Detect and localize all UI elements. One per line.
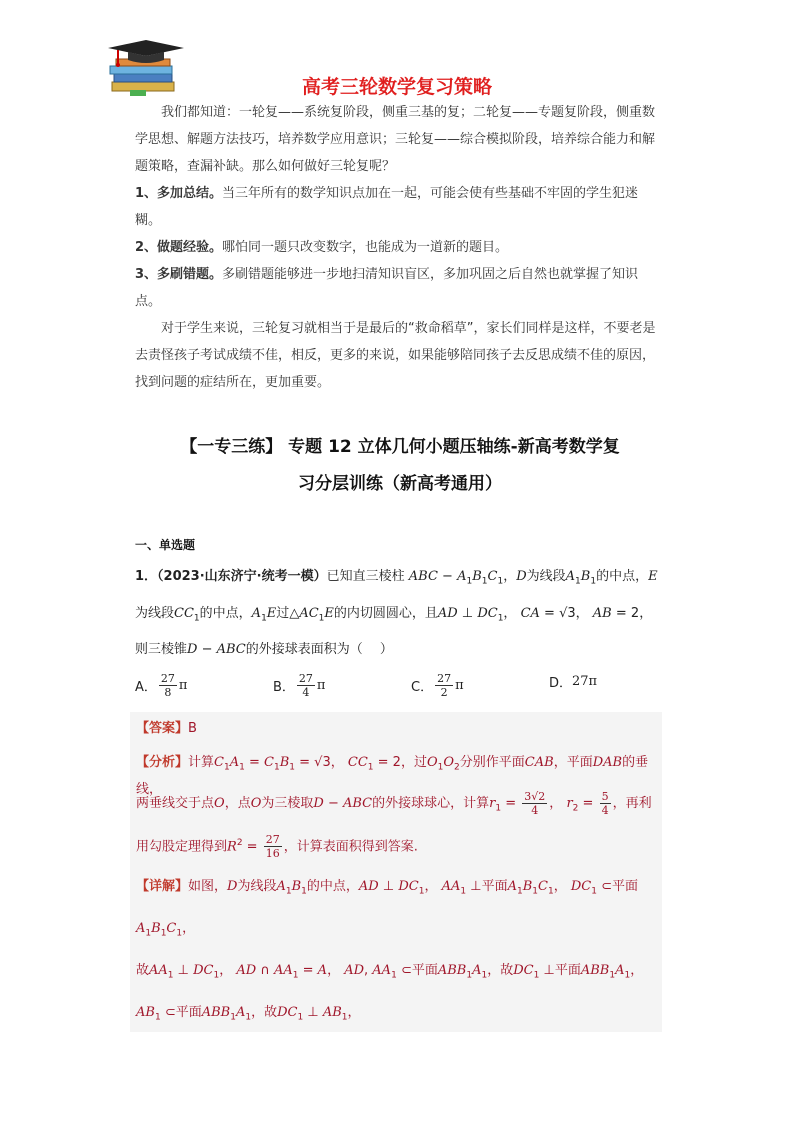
document-title	[120, 429, 680, 503]
tip-3: 3、多刷错题。多刷错题能够进一步地扫清知识盲区，多加巩固之后自然也就掌握了知识点。	[135, 267, 639, 309]
detail-line-3: 故$AA_1$ ⊥ $DC_1$， AD ∩ $AA_1 = A$， AD, $AA_1$ ⊂平面$ABB_1A_1$，故$DC_1$ ⊥平面$ABB_1A_1$，	[136, 963, 644, 981]
question-source: （2023·山东济宁·统考一模）	[157, 569, 327, 584]
answer-value: B	[188, 721, 197, 736]
section-heading: 一、单选题	[135, 538, 196, 552]
page-title: 高考三轮数学复习策略	[301, 76, 492, 98]
option-c: C． $\frac{27}{2}$ π	[411, 672, 464, 699]
option-b: B． $\frac{27}{4}$ π	[273, 672, 326, 699]
document-title-line-1: 【一专三练】 专题 12 立体几何小题压轴练-新高考数学复	[180, 437, 620, 457]
tip-2: 2、做题经验。哪怕同一题只改变数字，也能成为一道新的题目。	[135, 240, 509, 255]
answer-line: 【答案】B	[136, 721, 197, 736]
analysis-line-3: 用勾股定理得到$R^2$ = $\frac{27}{16}$ ，计算表面积得到答案.	[136, 833, 418, 861]
intro-text	[135, 99, 660, 396]
analysis-line-2: 两垂线交于点O，点O为三棱取D − ABC的外接球球心，计算$r_1$ = $\frac{3√2}{4}$ ， $r_2$ = $\frac{5}{4}$ ，再利	[136, 790, 652, 817]
document-title-line-2: 习分层训练（新高考通用）	[298, 474, 502, 494]
option-a: A． $\frac{27}{8}$ π	[135, 672, 188, 699]
detail-line-4: $AB_1$ ⊂平面$ABB_1A_1$，故$DC_1$ ⊥ $AB_1$，	[136, 1005, 361, 1023]
question-number: 1．	[135, 569, 158, 584]
detail-line-2: $A_1B_1C_1$，	[136, 921, 196, 939]
analysis-line-1: 【分析】计算$C_1A_1 = C_1B_1 = √3$， $CC_1 = 2$，过$O_1O_2$分别作平面CAB，平面DAB的垂线，	[136, 755, 649, 797]
intro-paragraph-2: 对于学生来说，三轮复习就相当于是最后的“救命稻草”，家长们同样是这样，不要老是去责怪孩子考试成绩不佳，相反，更多的来说，如果能够陪同孩子去反思成绩不佳的原因，找到问题的症结所在，更加重要。	[135, 321, 656, 390]
question-1: 1．（2023·山东济宁·统考一模）已知直三棱柱 ABC − $A_1B_1C_1$，D为线段$A_1B_1$的中点，E 为线段$CC_1$的中点，$A_1E$过$\triangle AC_1E$的内切圆圆心，且AD ⊥ $DC_1$， CA = √3， AB = 2， 则三棱锥D − ABC的外接球表面积为（ ）	[135, 569, 658, 658]
intro-paragraph-1: 我们都知道：一轮复——系统复阶段，侧重三基的复；二轮复——专题复阶段，侧重数学思想、解题方法技巧，培养数学应用意识；三轮复——综合模拟阶段，培养综合能力和解题策略，查漏补缺。那么如何做好三轮复呢？	[135, 105, 656, 174]
tip-1: 1、多加总结。当三年所有的数学知识点加在一起，可能会使有些基础不牢固的学生犯迷糊。	[135, 186, 639, 228]
detail-line-1: 【详解】如图，D为线段$A_1B_1$的中点，AD ⊥ $DC_1$， $AA_1$ ⊥平面$A_1B_1C_1$， $DC_1$ ⊂平面	[136, 879, 639, 897]
answer-options	[135, 672, 660, 708]
option-d: D． 27π	[549, 674, 598, 691]
